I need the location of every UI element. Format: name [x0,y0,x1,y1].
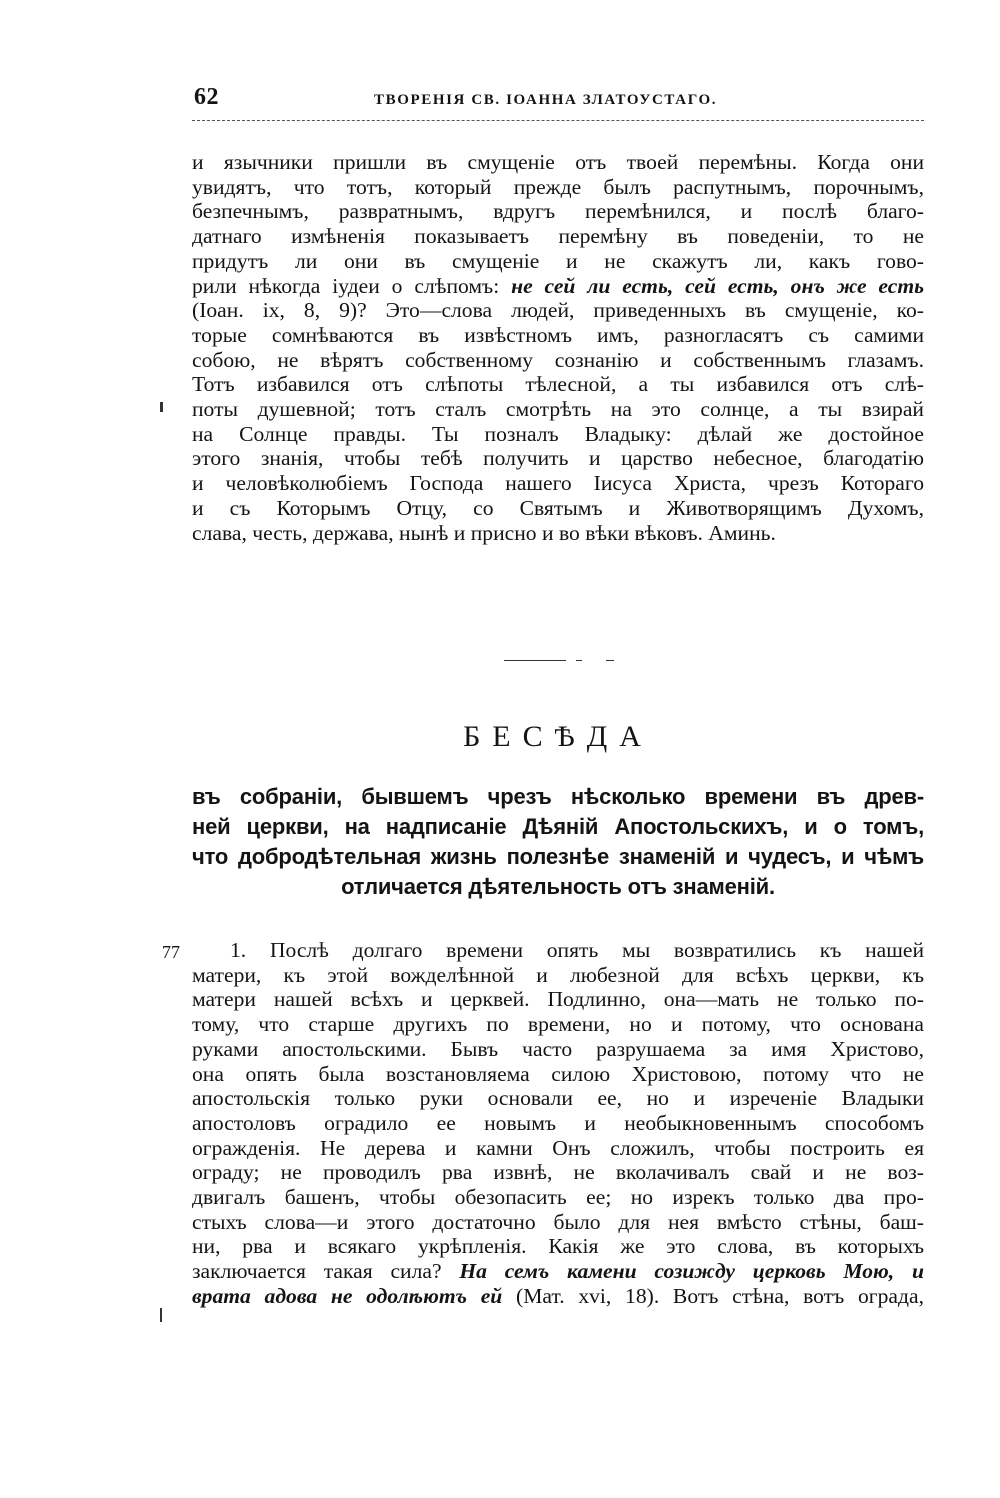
text-line: этого знанія, чтобы тебѣ получить и царство небесное, благодатію [192,446,924,471]
text-line-with-quote [192,274,924,299]
text-line: безпечнымъ, развратнымъ, вдругъ перемѣнился, и послѣ благо- [192,199,924,224]
text-line: на Солнце правды. Ты позналъ Владыку: дѣлай же достойное [192,421,924,446]
closing-paragraph [192,150,924,545]
text-run: заключается такая сила? [192,1259,442,1284]
text-line: апостоловъ оградило ее новымъ и необыкновеннымъ способомъ [192,1110,924,1135]
text-line: и съ Которымъ Отцу, со Святымъ и Животворящимъ Духомъ, [192,495,924,520]
text-line: слава, честь, держава, нынѣ и присно и во вѣки вѣковъ. Аминь. [192,520,776,545]
scripture-quote: врата адова не одолѣютъ ей [192,1283,503,1308]
homily-subtitle [192,782,924,902]
scripture-quote: не сей ли есть, сей есть, онъ же есть [511,273,924,298]
section-divider-dot [606,660,614,661]
text-line: апостольскія только руки основали ее, но и изреченіе Владыки [192,1086,924,1111]
homily-paragraph [192,938,924,1309]
margin-mark-top [160,402,163,412]
text-line: матери нашей всѣхъ и церквей. Подлинно, она—мать не только по- [192,987,924,1012]
scripture-quote: На семъ камени созижду церковь Мою, и [459,1259,924,1284]
text-run: рили нѣкогда іудеи о слѣпомъ: [192,273,500,298]
margin-page-reference: 77 [162,942,180,962]
subtitle-line: въ собраніи, бывшемъ чрезъ нѣсколько времени въ древ- [192,784,924,809]
text-line: матери, къ этой вожделѣнной и любезной для всѣхъ церкви, къ [192,962,924,987]
text-line: собою, не вѣрятъ собственному сознанію и собственнымъ глазамъ. [192,347,924,372]
text-line: ни, рва и всякаго укрѣпленія. Какія же это слова, въ которыхъ [192,1234,924,1259]
text-line: поты душевной; тотъ сталъ смотрѣть на это солнце, а ты взирай [192,397,924,422]
running-title: ТВОРЕНІЯ СВ. ІОАННА ЗЛАТОУСТАГО. [374,92,718,108]
text-line: двигалъ башенъ, чтобы обезопасить ее; но изрекъ только два про- [192,1185,924,1210]
text-line: тому, что старше другихъ по времени, но и потому, что основана [192,1012,924,1037]
text-line: стыхъ слова—и этого достаточно было для нея вмѣсто стѣны, баш- [192,1209,924,1234]
page-number: 62 [194,84,219,110]
text-line: и человѣколюбіемъ Господа нашего Іисуса Христа, чрезъ Котораго [192,471,924,496]
text-line: увидятъ, что тотъ, который прежде былъ распутнымъ, порочнымъ, [192,174,924,199]
subtitle-line: ней церкви, на надписаніе Дѣяній Апостольскихъ, и о томъ, [192,814,924,839]
text-line: датнаго измѣненія показываетъ перемѣну въ поведеніи, то не [192,224,924,249]
text-line: руками апостольскими. Бывъ часто разрушаема за имя Христово, [192,1036,924,1061]
margin-mark-bottom [160,1308,162,1322]
text-line: торые сомнѣваются въ извѣстномъ имъ, разногласятъ съ самими [192,322,924,347]
text-line: придутъ ли они въ смущеніе и не скажутъ ли, какъ гово- [192,248,924,273]
text-line: она опять была возстановляема силою Христовою, потому что не [192,1061,924,1086]
running-head [192,84,922,114]
homily-title: БЕСѢДА [463,720,653,753]
text-line: и язычники пришли въ смущеніе отъ твоей перемѣны. Когда они [192,150,924,174]
text-line-with-quote [192,1284,924,1309]
text-line: Тотъ избавился отъ слѣпоты тѣлесной, а ты избавился отъ слѣ- [192,372,924,397]
subtitle-line: отличается дѣятельность отъ знаменій. [341,874,775,899]
subtitle-line: что добродѣтельная жизнь полезнѣе знаменій и чудесъ, и чѣмъ [192,844,924,869]
section-divider-dot [576,660,582,661]
text-line: 1. Послѣ долгаго времени опять мы возвратились къ нашей [230,938,924,962]
text-line-with-quote [192,1259,924,1284]
text-line: ограду; не проводилъ рва извнѣ, не вколачивалъ свай и не воз- [192,1160,924,1185]
section-divider [504,660,566,661]
text-line: огражденія. Не дерева и камни Онъ сложилъ, чтобы построить ея [192,1135,924,1160]
header-rule [192,120,924,121]
text-run: (Мат. xvi, 18). Вотъ стѣна, вотъ ограда, [516,1283,924,1308]
text-line: (Іоан. ix, 8, 9)? Это—слова людей, приведенныхъ въ смущеніе, ко- [192,298,924,323]
